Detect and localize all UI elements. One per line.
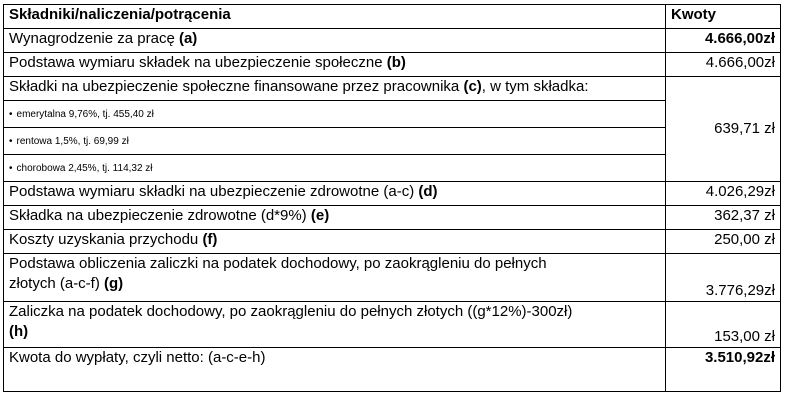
label-text: Składki na ubezpieczenie społeczne finansowane przez pracownika [9, 78, 464, 95]
subitem-text: chorobowa 2,45%, tj. 114,32 zł [16, 163, 153, 174]
row-label [4, 254, 666, 302]
table-row [4, 230, 781, 254]
label-text: Podstawa wymiaru składek na ubezpieczenie społeczne [9, 54, 387, 71]
table-row [4, 206, 781, 230]
label-text: Podstawa wymiaru składki na ubezpieczenie zdrowotne (a-c) [9, 183, 419, 200]
row-amount: 3.510,92zł [666, 348, 781, 392]
row-code: (d) [418, 183, 438, 200]
row-label [4, 29, 666, 53]
subitem-row [4, 101, 781, 128]
row-amount: 4.666,00zł [666, 53, 781, 77]
table-row [4, 182, 781, 206]
row-amount: 639,71 zł [666, 77, 781, 182]
label-text: Wynagrodzenie za pracę [9, 30, 179, 47]
subitem-text: emerytalna 9,76%, tj. 455,40 zł [16, 109, 154, 120]
subitem-row [4, 155, 781, 182]
row-code: (a) [178, 30, 198, 47]
label-text-line2: złotych (a-c-f) [9, 275, 105, 292]
row-label [4, 302, 666, 348]
row-code: (g) [104, 275, 124, 292]
label-suffix: , w tym składka: [481, 78, 589, 95]
label-text: Składka na ubezpieczenie zdrowotne (d*9%) [9, 207, 311, 224]
bullet-icon: • [9, 109, 13, 120]
header-label: Składniki/naliczenia/potrącenia [4, 5, 666, 29]
row-amount: 4.026,29zł [666, 182, 781, 206]
row-amount: 362,37 zł [666, 206, 781, 230]
label-text: Zaliczka na podatek dochodowy, po zaokrągleniu do pełnych złotych ((g*12%)-300zł) [9, 303, 573, 320]
salary-table [3, 4, 781, 392]
row-label [4, 53, 666, 77]
bullet-icon: • [9, 163, 13, 174]
label-text: Koszty uzyskania przychodu [9, 231, 203, 248]
label-text: Podstawa obliczenia zaliczki na podatek dochodowy, po zaokrągleniu do pełnych [9, 255, 547, 272]
table-row [4, 29, 781, 53]
row-code: (c) [463, 78, 482, 95]
row-amount: 3.776,29zł [666, 254, 781, 302]
subitem-label [4, 155, 666, 182]
row-label [4, 77, 666, 101]
row-amount: 153,00 zł [666, 302, 781, 348]
row-amount: 250,00 zł [666, 230, 781, 254]
row-amount: 4.666,00zł [666, 29, 781, 53]
subitem-label [4, 101, 666, 128]
row-code: (f) [202, 231, 218, 248]
table-row [4, 254, 781, 302]
table-row [4, 77, 781, 101]
row-label [4, 182, 666, 206]
row-code: (b) [386, 54, 406, 71]
subitem-text: rentowa 1,5%, tj. 69,99 zł [16, 136, 129, 147]
subitem-label [4, 128, 666, 155]
row-code: (e) [310, 207, 330, 224]
row-label [4, 230, 666, 254]
header-amount: Kwoty [666, 5, 781, 29]
row-label [4, 206, 666, 230]
table-row [4, 348, 781, 392]
salary-breakdown [3, 4, 781, 392]
table-row [4, 53, 781, 77]
row-label: Kwota do wypłaty, czyli netto: (a-c-e-h) [4, 348, 666, 392]
table-row [4, 302, 781, 348]
table-header-row [4, 5, 781, 29]
subitem-row [4, 128, 781, 155]
row-code: (h) [9, 323, 29, 340]
bullet-icon: • [9, 136, 13, 147]
